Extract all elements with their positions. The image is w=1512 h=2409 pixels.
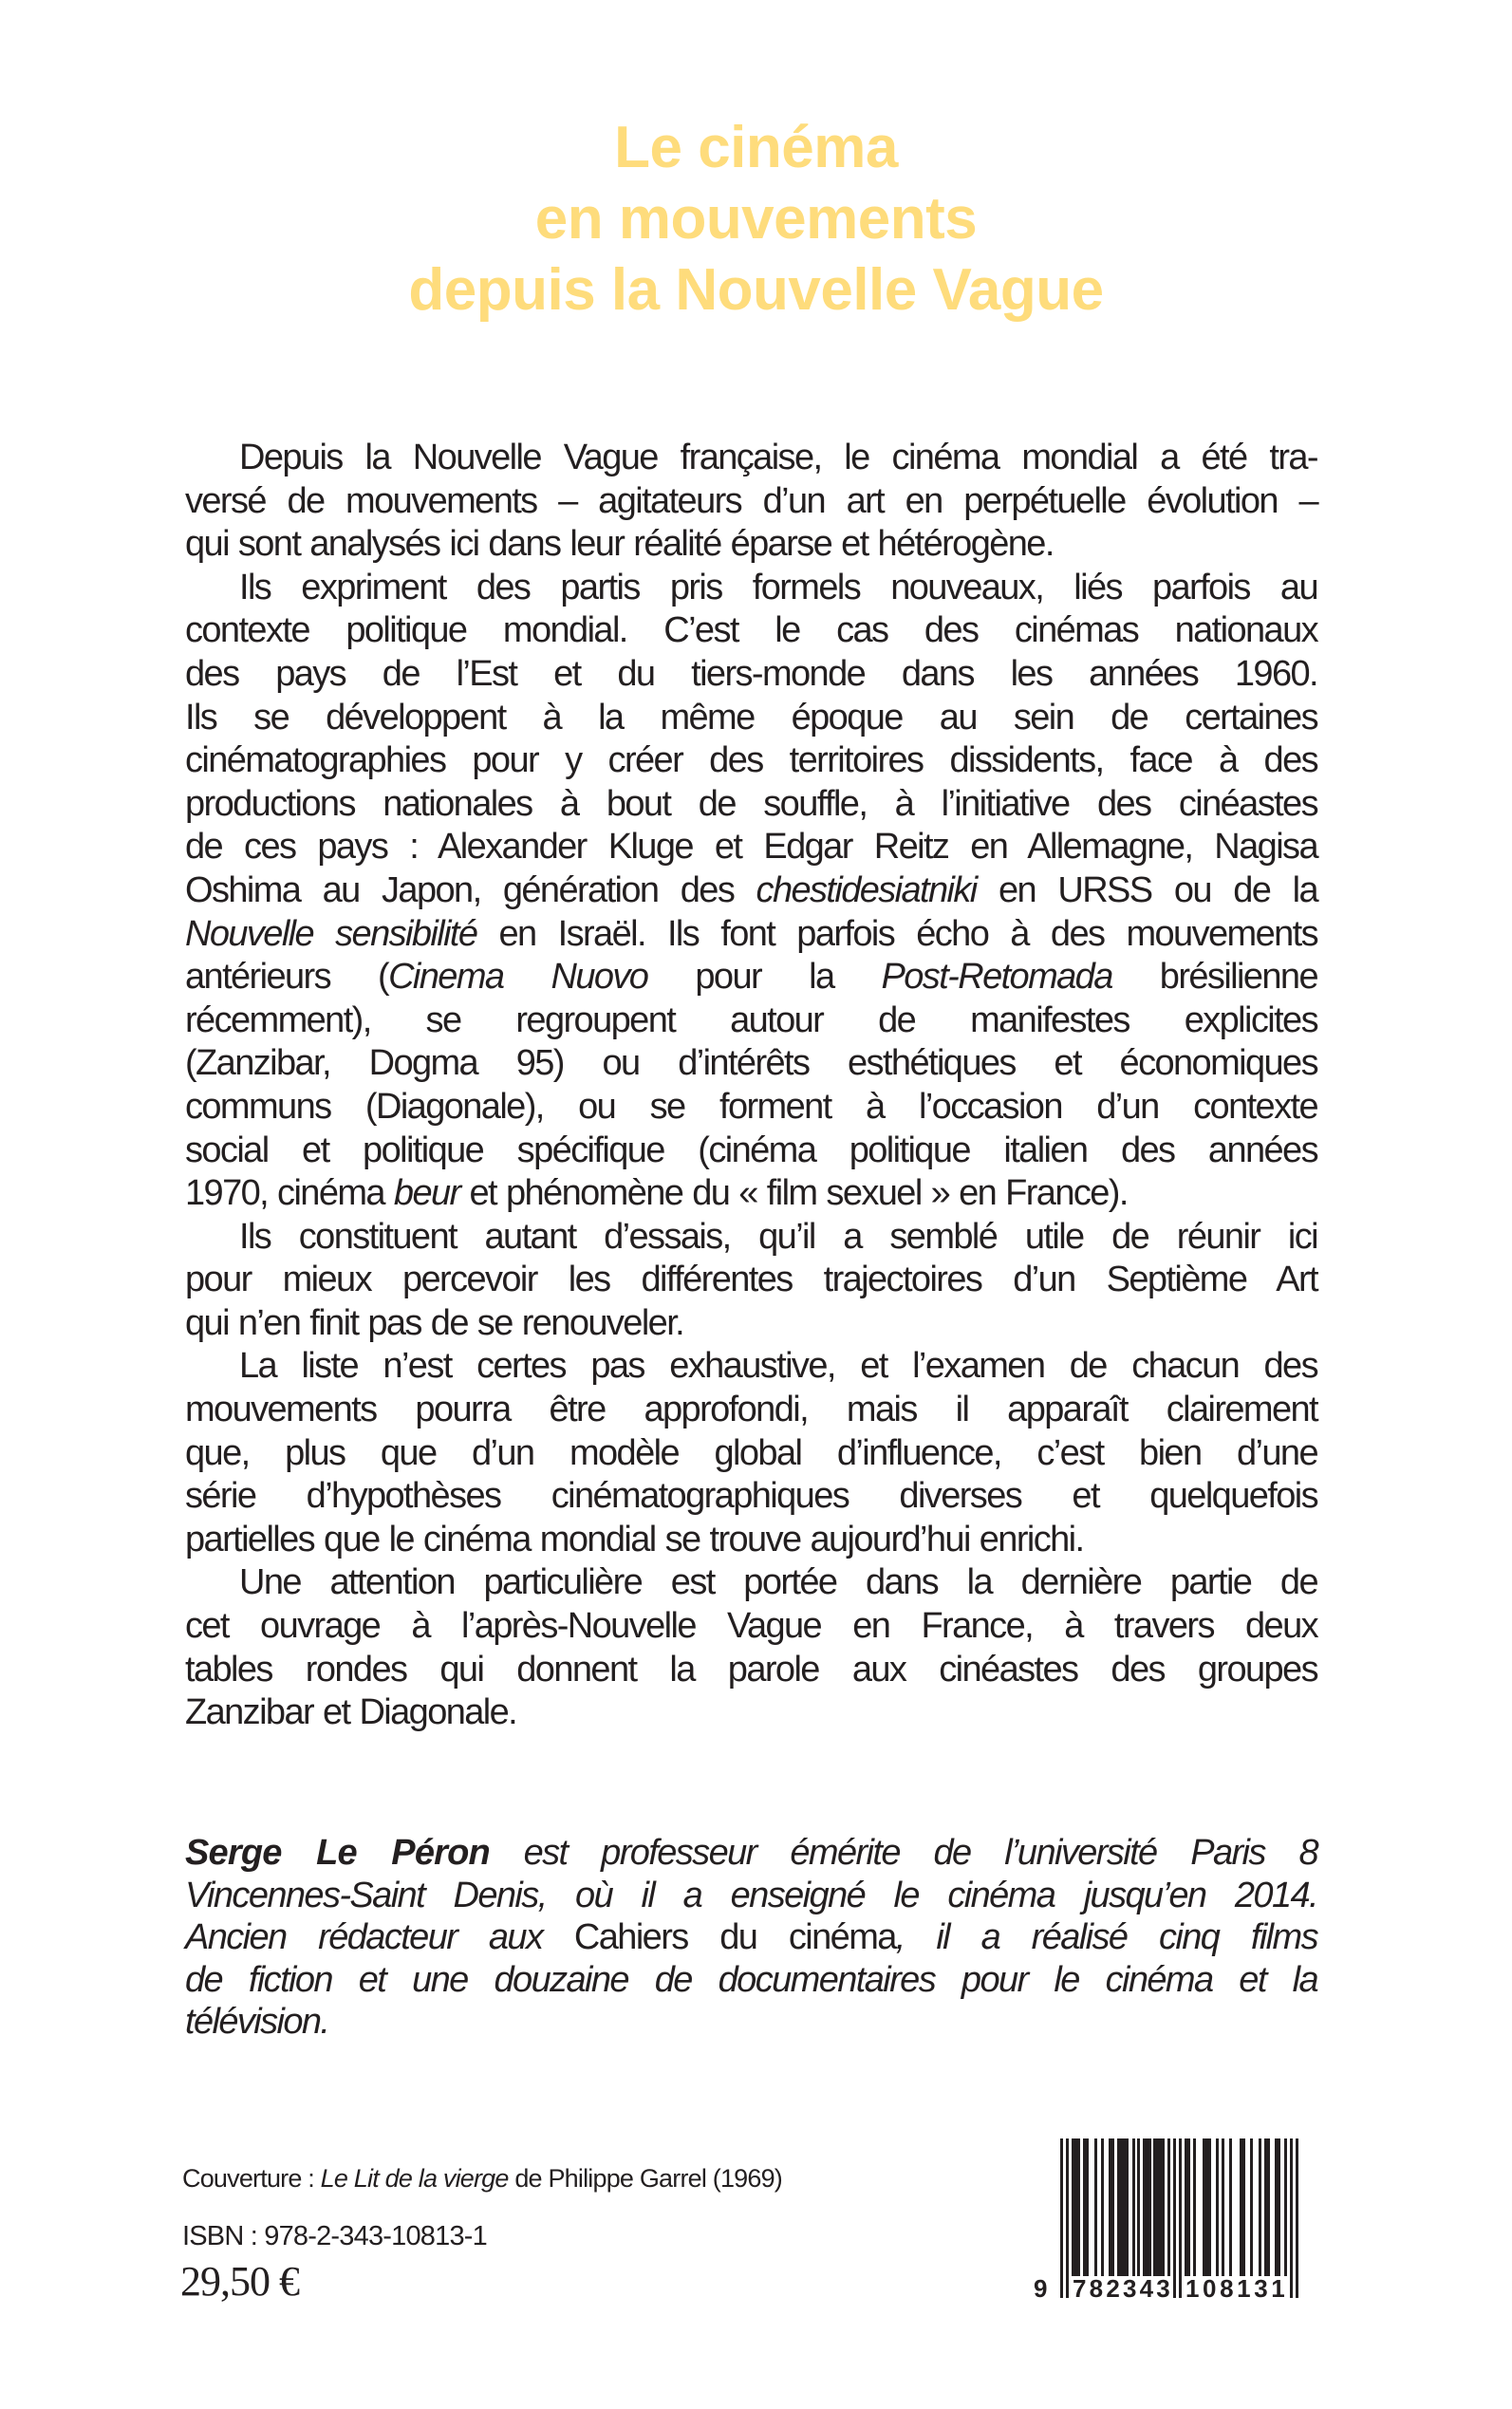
cover-film-title: Le Lit de la vierge xyxy=(320,2164,509,2193)
title-line-1: Le cinéma xyxy=(614,115,898,180)
italic-term: chestidesiatniki xyxy=(756,869,977,910)
italic-term: Post-Retomada xyxy=(881,957,1112,998)
italic-term: Cinema Nuovo xyxy=(388,957,648,998)
blurb-line: communs (Diagonale), ou se forment à l’occasion d’un contexte xyxy=(185,1086,1317,1127)
barcode-lead-digit: 9 xyxy=(1034,2274,1048,2303)
text: est professeur émérite de l’université Paris 8 xyxy=(489,1833,1317,1873)
blurb-line: qui sont analysés ici dans leur réalité éparse et hétérogène. xyxy=(185,524,1054,565)
blurb-line xyxy=(185,869,1317,913)
blurb-line: productions nationales à bout de souffle, à l’initiative des cinéastes xyxy=(185,783,1317,824)
text: en URSS ou de la xyxy=(976,869,1317,910)
blurb-line: cet ouvrage à l’après-Nouvelle Vague en France, à travers deux xyxy=(185,1606,1317,1647)
blurb-line: cinématographies pour y créer des territoires dissidents, face à des xyxy=(185,740,1317,781)
blurb-line xyxy=(185,913,1317,957)
blurb-line: qui n’en finit pas de se renouveler. xyxy=(185,1302,684,1343)
cover-rest: de Philippe Garrel (1969) xyxy=(508,2164,782,2193)
text: , il a réalisé cinq films xyxy=(895,1917,1317,1957)
bio-line xyxy=(185,1916,1317,1959)
blurb-line: de ces pays : Alexander Kluge et Edgar Reitz en Allemagne, Nagisa xyxy=(185,827,1317,868)
blurb-text xyxy=(185,437,1317,1735)
text: et phénomène du « film sexuel » en France). xyxy=(459,1173,1128,1214)
book-title xyxy=(0,112,1512,326)
cover-label: Couverture : xyxy=(182,2164,321,2193)
text: 1970, cinéma xyxy=(185,1173,394,1214)
blurb-line: Ils se développent à la même époque au sein de certaines xyxy=(185,697,1317,738)
blurb-line: (Zanzibar, Dogma 95) ou d’intérêts esthétiques et économiques xyxy=(185,1043,1317,1084)
text: en Israël. Ils font parfois écho à des mouvements xyxy=(476,913,1317,954)
blurb-line: mouvements pourra être approfondi, mais il apparaît clairement xyxy=(185,1390,1317,1430)
italic-term: beur xyxy=(393,1173,460,1214)
author-bio xyxy=(185,1832,1317,2044)
blurb-line: Une attention particulière est portée dans la dernière partie de xyxy=(239,1562,1317,1603)
blurb-line: récemment), se regroupent autour de manifestes explicites xyxy=(185,999,1317,1040)
blurb-line: pour mieux percevoir les différentes trajectoires d’un Septième Art xyxy=(185,1260,1317,1300)
blurb-line: série d’hypothèses cinématographiques diverses et quelquefois xyxy=(185,1476,1317,1517)
blurb-line xyxy=(185,956,1317,999)
blurb-line: versé de mouvements – agitateurs d’un art en perpétuelle évolution – xyxy=(185,480,1317,521)
barcode-icon xyxy=(1035,2138,1329,2305)
author-name: Serge Le Péron xyxy=(185,1833,490,1873)
blurb-line: social et politique spécifique (cinéma politique italien des années xyxy=(185,1130,1317,1170)
journal-title: Cahiers du cinéma xyxy=(573,1917,896,1957)
text: brésilienne xyxy=(1111,957,1317,998)
blurb-line: Ils expriment des partis pris formels nouveaux, liés parfois au xyxy=(239,567,1317,607)
blurb-line xyxy=(185,1172,1317,1216)
bio-line: télévision. xyxy=(185,2002,329,2042)
blurb-line: Zanzibar et Diagonale. xyxy=(185,1692,517,1733)
blurb-line: tables rondes qui donnent la parole aux cinéastes des groupes xyxy=(185,1649,1317,1690)
price: 29,50 € xyxy=(180,2258,299,2305)
title-line-3: depuis la Nouvelle Vague xyxy=(408,257,1104,323)
blurb-line: Depuis la Nouvelle Vague française, le cinéma mondial a été tra- xyxy=(239,438,1317,477)
blurb-line: Ils constituent autant d’essais, qu’il a semblé utile de réunir ici xyxy=(239,1216,1317,1257)
italic-term: Nouvelle sensibilité xyxy=(185,913,477,954)
bio-line xyxy=(185,1832,1317,1875)
text: pour la xyxy=(647,957,882,998)
text: antérieurs ( xyxy=(185,957,389,998)
title-line-2: en mouvements xyxy=(534,186,978,252)
text: Ancien rédacteur aux xyxy=(185,1917,574,1957)
text: Oshima au Japon, génération des xyxy=(185,869,756,910)
bio-line: Vincennes-Saint Denis, où il a enseigné le cinéma jusqu’en 2014. xyxy=(185,1875,1317,1915)
isbn: ISBN : 978-2-343-10813-1 xyxy=(182,2221,487,2251)
blurb-line: partielles que le cinéma mondial se trouve aujourd’hui enrichi. xyxy=(185,1519,1084,1559)
blurb-line: des pays de l’Est et du tiers-monde dans les années 1960. xyxy=(185,653,1317,694)
blurb-line: contexte politique mondial. C’est le cas des cinémas nationaux xyxy=(185,610,1317,651)
bio-line: de fiction et une douzaine de documentaires pour le cinéma et la xyxy=(185,1959,1317,2000)
cover-credit xyxy=(182,2164,782,2194)
barcode-left-digits: 782343 xyxy=(1073,2274,1173,2303)
blurb-line: que, plus que d’un modèle global d’influence, c’est bien d’une xyxy=(185,1432,1317,1473)
barcode-right-digits: 108131 xyxy=(1185,2274,1289,2303)
blurb-line: La liste n’est certes pas exhaustive, et l’examen de chacun des xyxy=(239,1346,1317,1387)
